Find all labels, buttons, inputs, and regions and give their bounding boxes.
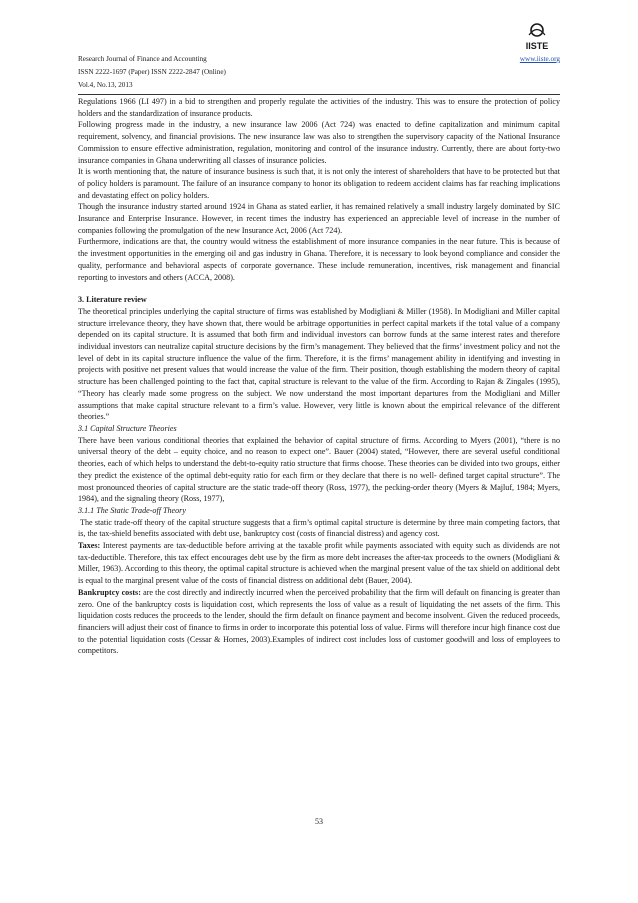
article-body — [78, 96, 560, 657]
journal-title: Research Journal of Finance and Accounting — [78, 55, 207, 63]
section-3-1-heading: 3.1 Capital Structure Theories — [78, 423, 177, 433]
paragraph-5: Furthermore, indications are that, the country would witness the establishment of more insurance companies in the near future. This is because of the investment opportunities in the emerging oil and gas industry in Ghana. Therefore, it is necessary to look beyond compliance and consider the quality, performance and behavioral aspects of corporate governance. These include remuneration, incentives, risk management and financial reporting to investors and others (ACCA, 2008). — [78, 237, 560, 282]
section-3-1-paragraph: There have been various conditional theories that explained the behavior of capital structure of firms. According to Myers (2001), “there is no universal theory of the debt – equity choice, and no reason to expect one”. Bauer (2004) stated, “However, there are several useful conditional theories, each of which helps to understand the debt-to-equity ratio structure that firms choose. These theories can be divided into two groups, either they predict the existence of the optimal debt-equity ratio for each firm or they declare that there is no well- defined target capital structure”. The most pronounced theories of capital structure are the static trade-off theory (Ross, 1977), the pecking-order theory (Myers & Majluf, 1984; Myers, 1984), and the signaling theory (Ross, 1977), — [78, 435, 560, 504]
journal-volume: Vol.4, No.13, 2013 — [78, 80, 133, 89]
taxes-label: Taxes: — [78, 541, 101, 551]
paragraph-3: It is worth mentioning that, the nature of insurance business is such that, it is not only the interest of shareholders that have to be protected but that of policy holders is paramount. The failure of an insurance company to honor its obligation to redeem accident claims has far reaching implications and devastating effect on policy holders. — [78, 167, 560, 200]
journal-header — [78, 53, 560, 91]
header-divider — [78, 94, 560, 95]
taxes-paragraph — [78, 540, 560, 587]
section-3-heading: 3. Literature review — [78, 295, 147, 305]
journal-issn: ISSN 2222-1697 (Paper) ISSN 2222-2847 (Online) — [78, 67, 226, 76]
bankruptcy-paragraph — [78, 587, 560, 657]
journal-url-link[interactable]: www.iiste.org — [519, 55, 560, 63]
page-number: 53 — [315, 817, 323, 826]
bankruptcy-text: are the cost directly and indirectly incurred when the perceived probability that the firm will default on financing is greater than zero. One of the bankruptcy costs is liquidation cost, which represents the loss of value as a result of liquidating the net assets of the firm. This liquidation costs reduces the proceeds to the lender, should the firm default on finance payment and become insolvent. Given the reduced proceeds, financiers will adjust their cost of finance to firms in order to incorporate this potential loss of value. Firms will therefore incur high finance cost due to the potential liquidation costs (Cessar & Hornes, 2003).Examples of indirect cost includes loss of customer goodwill and loss of employees to competitors. — [78, 587, 560, 656]
taxes-text: Interest payments are tax-deductible before arriving at the taxable profit while payments associated with equity such as dividends are not tax-deductible. Therefore, this tax effect encourages debt use by the firm as more debt increases the after-tax proceeds to the owners (Modigliani & Miller, 1963). According to this theory, the optimal capital structure is achieved when the marginal present value of the tax shield on additional debt is equal to the marginal present value of the costs of financial distress on additional debt (Bauer, 2004). — [78, 541, 560, 586]
paragraph-2: Following progress made in the industry, a new insurance law 2006 (Act 724) was enacted to define capitalization and minimum capital requirement, solvency, and financial provisions. The new insurance law was also to strengthen the supervisory capacity of the National Insurance Commission to ensure effective administration, regulation, monitoring and control of the insurance industry. Currently, there are about forty-two insurance companies in Ghana underwriting all classes of insurance policies. — [78, 120, 560, 165]
section-3-1-1-paragraph: The static trade-off theory of the capital structure suggests that a firm’s optimal capital structure is determine by three main competing factors, that is, the tax-shield benefits associated with debt use, bankruptcy cost (costs of financial distress) and agency cost. — [78, 517, 560, 539]
section-3-1-1-heading: 3.1.1 The Static Trade-off Theory — [78, 505, 186, 515]
paragraph-4: Though the insurance industry started around 1924 in Ghana as stated earlier, it has remained relatively a small industry largely dominated by SIC Insurance and Enterprise Insurance. However, in recent times the industry has experienced an appreciable level of increase in the number of companies following the promulgation of the new Insurance Act, 2006 (Act 724). — [78, 202, 560, 235]
logo-text: IISTE — [525, 41, 549, 51]
paragraph-1: Regulations 1966 (LI 497) in a bid to strengthen and properly regulate the activities of the industry. This was to ensure the protection of policy holders and the standardization of insurance products. — [78, 97, 560, 118]
section-3-paragraph: The theoretical principles underlying the capital structure of firms was established by Modigliani & Miller (1958). In Modigliani and Miller capital structure irrelevance theory, they have shown that, there would be arbitrage opportunities in perfect capital markets if the total value of a company depended on its capital structure. It is assumed that both firm and individual investors can borrow funds at the same interest rates and therefore individual investors can neutralize capital structure decisions by the firm’s management. They believed that the firms’ investment policy and not the level of debt in its capital structure influence the value of the firm. Therefore, it is the firms’ management ability in identifying and investing in projects with positive net present values that would increase the value of the firm. Their position, though establishing the modern theory of capital structure has been challenged pointing to the fact that, capital structure is relevant to the value of the firm. According to Rajan & Zingales (1995), “Theory has clearly made some progress on the subject. We now understand the most important departures from the Modigliani and Miller assumptions that make capital structure relevant to a firm’s value. However, very little is known about the empirical relevance of the different theories.” — [78, 306, 560, 422]
iiste-logo — [515, 22, 559, 52]
bankruptcy-label: Bankruptcy costs: — [78, 587, 141, 597]
